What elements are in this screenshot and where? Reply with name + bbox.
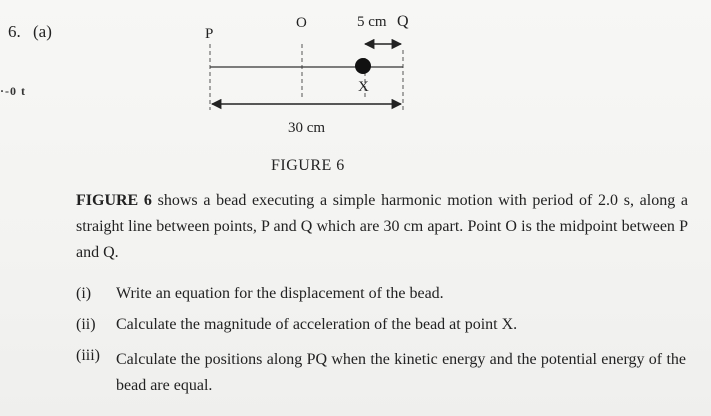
problem-statement xyxy=(76,188,688,266)
label-5cm: 5 cm xyxy=(357,14,387,30)
figure-caption: FIGURE 6 xyxy=(271,157,345,174)
subquestion-number: (i) xyxy=(76,285,92,302)
subquestion-number: (iii) xyxy=(76,347,100,364)
subquestion-ii xyxy=(76,316,518,334)
subquestion-text: Calculate the magnitude of acceleration of the bead at point X. xyxy=(116,316,518,333)
question-part-label: (a) xyxy=(33,22,52,41)
label-x: X xyxy=(358,79,369,95)
label-q: Q xyxy=(397,13,409,30)
label-o: O xyxy=(296,15,307,31)
subquestion-text: Write an equation for the displacement of the bead. xyxy=(116,285,444,302)
bead-diagram xyxy=(0,0,711,160)
figure-reference: FIGURE 6 xyxy=(76,192,152,209)
question-number-label: 6. xyxy=(8,22,21,41)
subquestion-number: (ii) xyxy=(76,316,96,333)
label-30cm: 30 cm xyxy=(288,120,326,136)
problem-text: shows a bead executing a simple harmonic motion with period of 2.0 s, along a straight line between points, P and Q which are 30 cm apart. Point O is the midpoint between P and Q. xyxy=(76,192,688,261)
bead xyxy=(355,58,371,74)
label-p: P xyxy=(205,26,214,42)
margin-annotation: ·-0 t xyxy=(0,84,26,98)
subquestion-iii xyxy=(76,347,688,394)
subquestion-i xyxy=(76,285,444,303)
subquestion-text: Calculate the positions along PQ when the kinetic energy and the potential energy of the bead are equal. xyxy=(116,351,686,394)
